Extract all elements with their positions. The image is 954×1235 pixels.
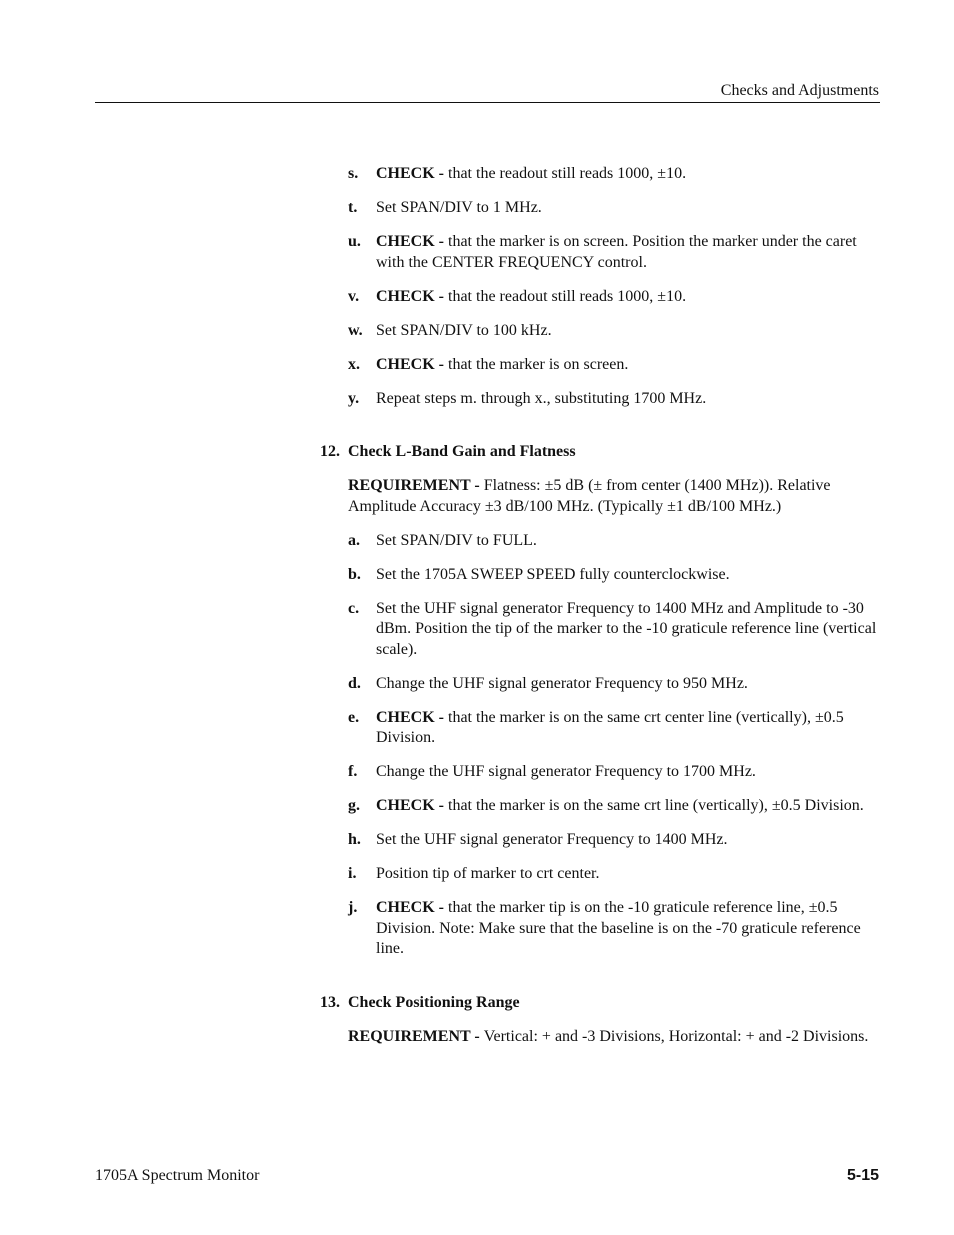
step-text: Set SPAN/DIV to 100 kHz. bbox=[376, 321, 552, 339]
step-text: that the readout still reads 1000, ±10. bbox=[448, 165, 687, 182]
step-text: Set SPAN/DIV to FULL. bbox=[376, 531, 537, 549]
step-label: i. bbox=[348, 865, 357, 882]
step-item bbox=[320, 355, 880, 376]
step-item bbox=[320, 674, 880, 695]
check-label: CHECK - bbox=[376, 708, 448, 726]
step-label: b. bbox=[348, 565, 361, 583]
step-item bbox=[320, 599, 880, 661]
step-item bbox=[320, 565, 880, 586]
step-item bbox=[320, 762, 880, 783]
step-text: Set the 1705A SWEEP SPEED fully counterclockwise. bbox=[376, 565, 730, 583]
step-text: Change the UHF signal generator Frequency to 1700 MHz. bbox=[376, 763, 756, 780]
header-rule bbox=[95, 102, 880, 103]
step-item bbox=[320, 864, 880, 885]
step-label: c. bbox=[348, 599, 360, 617]
step-list-2 bbox=[320, 531, 880, 960]
step-text: Set the UHF signal generator Frequency to 1400 MHz and Amplitude to -30 dBm. Position the tip of the marker to the -10 graticule reference line (vertical scale). bbox=[376, 599, 877, 658]
step-label: y. bbox=[348, 389, 360, 407]
step-label: f. bbox=[348, 763, 358, 780]
check-label: CHECK - bbox=[376, 287, 448, 305]
step-item bbox=[320, 232, 880, 273]
section-heading-12 bbox=[320, 442, 880, 463]
step-label: e. bbox=[348, 708, 360, 726]
step-item bbox=[320, 389, 880, 410]
step-label: h. bbox=[348, 831, 361, 848]
step-text: that the marker tip is on the -10 graticule reference line, ±0.5 Division. Note: Make sure that the baseline is on the -70 graticule reference line. bbox=[376, 899, 861, 957]
section-number: 12. bbox=[320, 443, 340, 460]
running-header: Checks and Adjustments bbox=[720, 82, 879, 99]
step-text: Change the UHF signal generator Frequency to 950 MHz. bbox=[376, 674, 748, 692]
requirement-label: REQUIREMENT - bbox=[348, 1027, 484, 1045]
step-item bbox=[320, 830, 880, 851]
step-list-1 bbox=[320, 164, 880, 409]
step-label: x. bbox=[348, 355, 360, 373]
step-text: Position tip of marker to crt center. bbox=[376, 865, 600, 882]
step-item bbox=[320, 898, 880, 960]
section-heading-13 bbox=[320, 993, 880, 1014]
step-item bbox=[320, 708, 880, 749]
step-label: t. bbox=[348, 199, 358, 216]
step-label: j. bbox=[348, 899, 358, 916]
step-item bbox=[320, 796, 880, 817]
check-label: CHECK - bbox=[376, 233, 448, 250]
footer-manual-title: 1705A Spectrum Monitor bbox=[95, 1167, 260, 1184]
section-title: Check Positioning Range bbox=[348, 993, 520, 1011]
step-text: that the marker is on screen. bbox=[448, 355, 629, 373]
step-text: that the marker is on the same crt line (vertically), ±0.5 Division. bbox=[448, 797, 864, 814]
step-label: g. bbox=[348, 797, 360, 814]
step-item bbox=[320, 164, 880, 185]
step-text: Set SPAN/DIV to 1 MHz. bbox=[376, 199, 542, 216]
check-label: CHECK - bbox=[376, 165, 448, 182]
requirement-label: REQUIREMENT - bbox=[348, 477, 484, 494]
footer-page-number: 5-15 bbox=[846, 1167, 879, 1184]
section-title: Check L-Band Gain and Flatness bbox=[348, 443, 576, 460]
check-label: CHECK - bbox=[376, 797, 448, 814]
requirement-paragraph-13 bbox=[320, 1027, 880, 1048]
step-label: s. bbox=[348, 165, 359, 182]
step-label: v. bbox=[348, 287, 360, 305]
step-label: u. bbox=[348, 233, 361, 250]
step-text: that the readout still reads 1000, ±10. bbox=[448, 287, 687, 305]
step-item bbox=[320, 287, 880, 308]
requirement-text: Vertical: + and -3 Divisions, Horizontal: + and -2 Divisions. bbox=[483, 1027, 869, 1045]
page-body bbox=[320, 164, 880, 1047]
step-item bbox=[320, 321, 880, 342]
step-label: a. bbox=[348, 531, 360, 549]
step-text: Repeat steps m. through x., substituting 1700 MHz. bbox=[376, 389, 707, 407]
step-label: w. bbox=[348, 321, 363, 339]
step-text: Set the UHF signal generator Frequency to 1400 MHz. bbox=[376, 831, 728, 848]
requirement-text: Flatness: ±5 dB (± from center (1400 MHz)). Relative Amplitude Accuracy ±3 dB/100 MHz. (Typically ±1 dB/100 MHz.) bbox=[348, 477, 831, 515]
step-text: that the marker is on screen. Position the marker under the caret with the CENTER FREQUENCY control. bbox=[376, 233, 857, 271]
step-item bbox=[320, 531, 880, 552]
section-number: 13. bbox=[320, 993, 340, 1011]
step-item bbox=[320, 198, 880, 219]
step-text: that the marker is on the same crt center line (vertically), ±0.5 Division. bbox=[376, 708, 844, 746]
check-label: CHECK - bbox=[376, 899, 448, 916]
requirement-paragraph-12 bbox=[320, 476, 880, 517]
check-label: CHECK - bbox=[376, 355, 448, 373]
step-label: d. bbox=[348, 674, 361, 692]
